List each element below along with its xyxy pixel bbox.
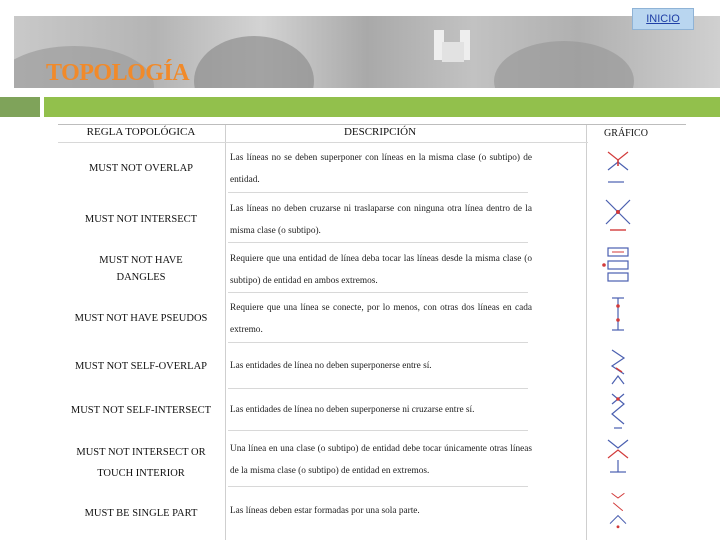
inicio-link[interactable]: INICIO (646, 13, 680, 25)
description-must-be-single-part: Las líneas deben estar formadas por una sola parte. (230, 506, 420, 516)
intersect-or-touch-interior-graphic (600, 436, 636, 476)
rule-must-be-single-part: MUST BE SINGLE PART (84, 508, 198, 519)
intersect-graphic (600, 196, 636, 236)
description-must-not-overlap: Las líneas no se deben superponer con líneas en la misma clase (o subtipo) de entidad. (230, 153, 532, 185)
header-graphic: GRÁFICO (604, 128, 648, 139)
header-rule: REGLA TOPOLÓGICA (86, 126, 196, 138)
overlap-graphic (600, 148, 636, 188)
rule-must-not-overlap: MUST NOT OVERLAP (88, 163, 194, 174)
description-must-not-intersect-or-touch-interior: Una línea en una clase (o subtipo) de entidad debe tocar únicamente otras líneas de la misma clase (o subtipo) de entidad en extremos. (230, 444, 532, 476)
description-must-not-self-overlap: Las entidades de línea no deben superponerse entre sí. (230, 361, 432, 371)
inicio-button[interactable] (632, 8, 694, 30)
description-must-not-have-dangles: Requiere que una entidad de línea deba tocar las líneas desde la misma clase (o subtipo) de entidad en ambos extremos. (230, 254, 532, 286)
header-description: DESCRIPCIÓN (343, 126, 417, 138)
description-must-not-have-pseudos: Requiere que una línea se conecte, por lo menos, con otras dos líneas en cada extremo. (230, 303, 532, 335)
row-divider (228, 388, 528, 389)
row-divider (228, 192, 528, 193)
rule-must-not-have-dangles: MUST NOT HAVE DANGLES (99, 255, 183, 283)
rule-must-not-self-intersect: MUST NOT SELF-INTERSECT (70, 405, 212, 416)
single-part-graphic (600, 490, 636, 530)
row-divider (58, 142, 588, 143)
dangles-graphic (600, 244, 636, 284)
self-overlap-graphic (600, 346, 636, 386)
rule-must-not-intersect-or-touch-interior: MUST NOT INTERSECT OR TOUCH INTERIOR (76, 447, 206, 479)
row-divider (228, 292, 528, 293)
pseudos-graphic (600, 294, 636, 334)
row-divider (228, 430, 528, 431)
green-bar (44, 97, 720, 117)
row-divider (228, 242, 528, 243)
description-must-not-intersect: Las líneas no deben cruzarse ni traslaparse con ninguna otra línea dentro de la misma clase (o subtipo). (230, 204, 532, 236)
row-divider (228, 342, 528, 343)
page-title: TOPOLOGÍA (46, 60, 190, 86)
rule-must-not-self-overlap: MUST NOT SELF-OVERLAP (74, 361, 208, 372)
description-must-not-self-intersect: Las entidades de línea no deben superponerse ni cruzarse entre sí. (230, 405, 475, 415)
row-divider (228, 486, 528, 487)
green-bar-left (0, 97, 40, 117)
column-divider (586, 124, 587, 540)
table-top-border (58, 124, 686, 125)
rule-must-not-have-pseudos: MUST NOT HAVE PSEUDOS (74, 313, 208, 324)
self-intersect-graphic (600, 390, 636, 430)
rule-must-not-intersect: MUST NOT INTERSECT (84, 214, 198, 225)
column-divider (225, 124, 226, 540)
